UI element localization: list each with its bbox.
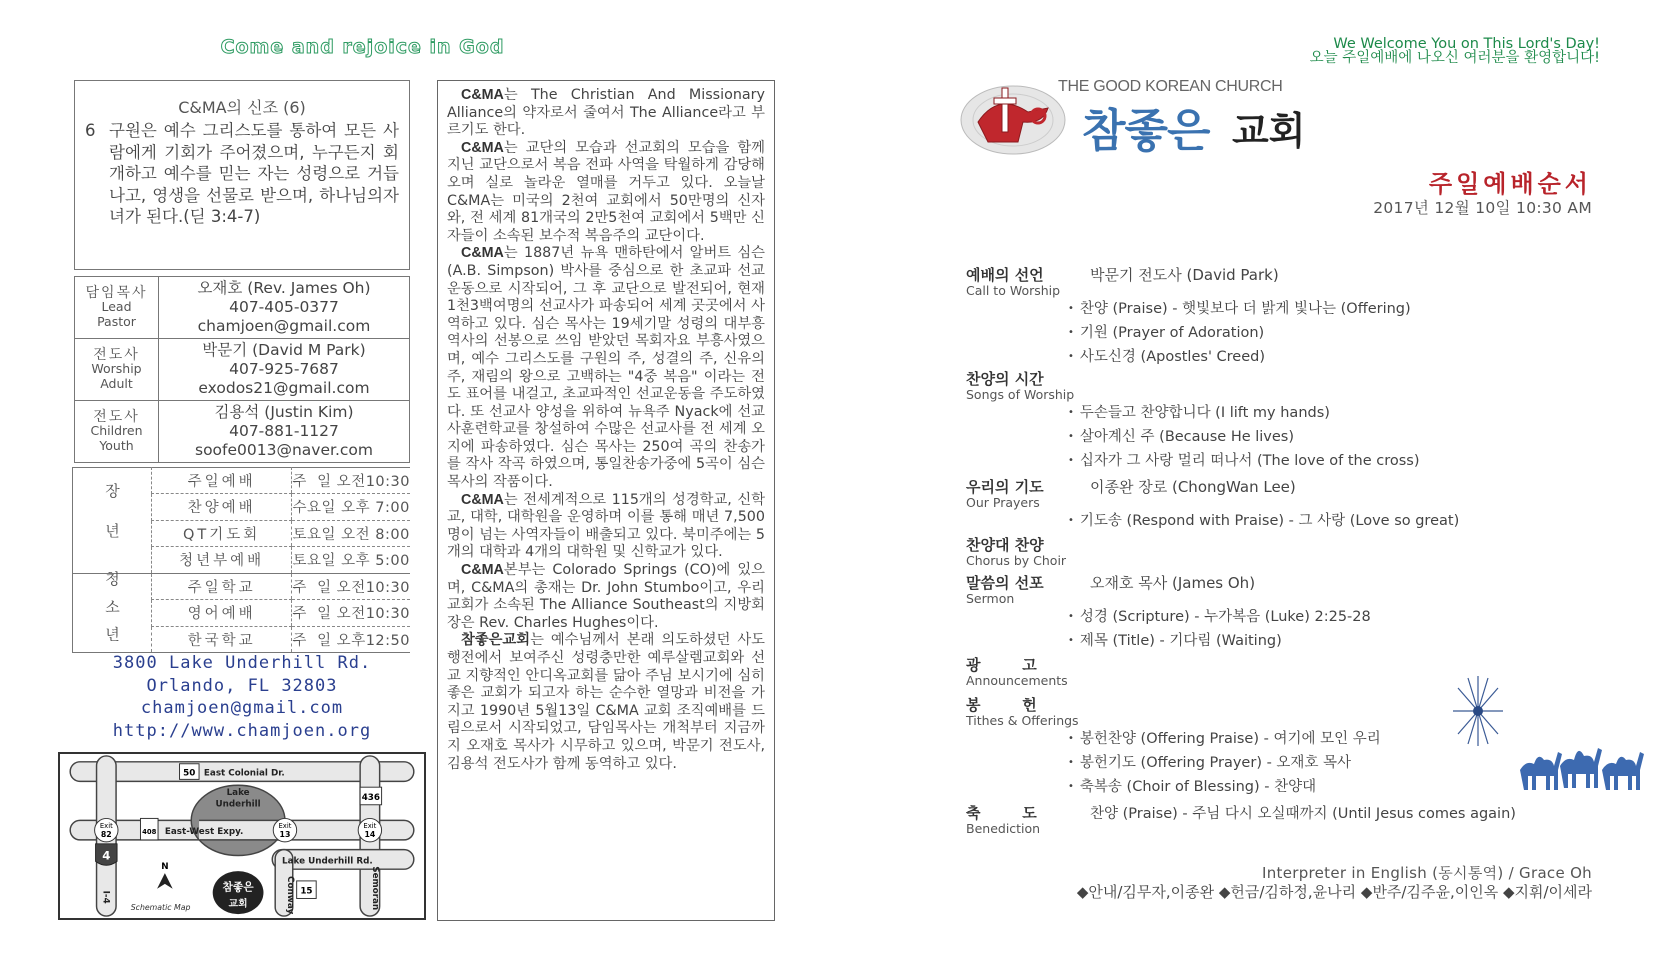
program-section: 봉 헌 Tithes & Offerings • 봉헌찬양 (Offering Praise) - 여기에 모인 우리 • 봉헌기도 (Offering Prayer) - 오재호 목사 • 축복송 (Choir of Blessing) - 찬양대 [966,694,1606,802]
staff-contact [159,401,410,463]
svg-text:East-West Expy.: East-West Expy. [164,827,244,838]
logo-korean-blue: 참좋은 [1082,104,1210,157]
creed-title: C&MA의 신조 (6) [178,98,306,117]
history-paragraph: C&MA본부는 Colorado Springs (CO)에 있으며, C&MA의 총재는 Dr. John Stumbo이고, 우리 교회가 소속된 The Alliance Southeast의 지방회장은 Rev. Charles Hughes이다. [447,562,765,631]
program-section: 말씀의 선포 오재호 목사 (James Oh) Sermon • 성경 (Scripture) - 누가복음 (Luke) 2:25-28 • 제목 (Title) - 기다림 (Waiting) [966,572,1606,654]
service-date: 2017년 12월 10일 10:30 AM [1373,199,1592,217]
address-website[interactable]: http://www.chamjoen.org [112,720,372,741]
program-item: • 십자가 그 사랑 멀리 떠나서 (The love of the cross) [1068,450,1606,474]
interstate-4-icon [96,844,117,865]
program-item: • 기원 (Prayer of Adoration) [1068,322,1606,346]
schedule-row: 청년부예배 토요일 오후 5:00 [73,547,411,574]
shield-408-icon [140,818,158,839]
program-item: • 사도신경 (Apostles' Creed) [1068,346,1606,370]
program-section: 찬양대 찬양 Chorus by Choir [966,536,1067,568]
staff-email[interactable]: soofe0013@naver.com [195,441,373,459]
program-item: • 두손들고 찬양합니다 (I lift my hands) [1068,402,1606,426]
shield-436-icon [360,787,381,805]
svg-text:East Colonial Dr.: East Colonial Dr. [203,768,285,779]
svg-text:교회: 교회 [228,898,248,910]
shield-15-icon [297,881,317,899]
logo-korean-black: 교회 [1232,109,1306,153]
program-section: 광 고 Announcements [966,656,1068,688]
svg-text:Semoran: Semoran [369,866,380,911]
program-item: • 축복송 (Choir of Blessing) - 찬양대 [1068,776,1606,800]
church-emblem-icon [958,82,1068,158]
program-section: 축 도 찬양 (Praise) - 주님 다시 오실때까지 (Until Jesus comes again) Benediction [966,804,1516,836]
history-paragraph: C&MA는 The Christian And Missionary Alliance의 약자로서 줄여서 The Alliance라고 부르기도 한다. [447,87,765,139]
svg-text:15: 15 [300,886,313,897]
history-paragraph: C&MA는 전세계적으로 115개의 성경학교, 신학교, 대학, 대학원을 운영하며 이를 통해 매년 7,500명이 넘는 사역자들이 배출되고 있다. 북미주에는 5개의 대학과 4개의 대학원 및 신학교가 있다. [447,491,765,561]
staff-row [75,401,410,463]
staff-phone: 407-881-1127 [229,422,339,440]
schedule-row: 한국학교 주 일 오후12:50 [73,626,411,653]
welcome-message [1310,37,1600,65]
staff-phone: 407-405-0377 [229,298,339,316]
exit-14-icon [358,818,381,841]
address-line1: 3800 Lake Underhill Rd. [112,653,372,673]
program-item: • 성경 (Scripture) - 누가복음 (Luke) 2:25-28 [1068,606,1606,630]
history-paragraph: 참좋은교회는 예수님께서 본래 의도하셨던 사도행전에서 보여주신 성령충만한 예루살렘교회와 선교 지향적인 안디옥교회를 닮아 주님 보시기에 심히 좋은 교회가 되고자 하는 순수한 열망과 비전을 가지고 1990년 5월13일 C&MA 교회 조직예배를 드림으로서 시작되었고, 담임목사는 개척부터 지금까지 오재호 목사가 시무하고 있으며, 박문기 전도사, 김용석 전도사가 함께 동역하고 있다. [447,632,765,772]
staff-contact [159,277,410,339]
svg-text:436: 436 [361,792,381,803]
interpreter-note: Interpreter in English (동시통역) / Grace Oh [1261,864,1592,882]
svg-text:Underhill: Underhill [215,799,261,810]
logo-english: THE GOOD KOREAN CHURCH [1058,78,1283,95]
welcome-en: We Welcome You on This Lord's Day! [1333,36,1600,52]
program-section: 찬양의 시간 Songs of Worship • 두손들고 찬양합니다 (I lift my hands) • 살아계신 주 (Because He lives) • 십자가 그 사랑 멀리 떠나서 (The love of the cross) [966,368,1606,476]
staff-name: 김용석 (Justin Kim) [214,403,354,421]
program-item: • 봉헌찬양 (Offering Praise) - 여기에 모인 우리 [1068,728,1606,752]
shield-50-icon [180,764,200,780]
history-paragraph: C&MA는 1887년 뉴욕 맨하탄에서 알버트 심슨 (A.B. Simpson) 박사를 중심으로 한 초교파 선교운동으로 시작되어, 그 후 교단으로 발전되어, 현재 1천3백여명의 선교사가 파송되어 세계 곳곳에서 사역하고 있다. 심슨 목사는 19세기말 성령의 대부흥 역사의 선봉으로 쓰임 받았던 목회자요 부흥사였으며, 예수 그리스도를 구원의 주, 성결의 주, 신유의 주, 재림의 왕으로 고백하는 "4중 복음" 이라는 전도 표어를 내걸고, 초교파적인 선교운동을 주도하였다. 또 선교사 양성을 위하여 뉴욕주 Nyack에 선교사훈련학교를 창설하여 수많은 선교사를 전 세계 오지에 파송하였다. 심슨 목사는 250여 곡의 찬송가를 작사 작곡 하였으며, 통일찬송가중에 5곡이 심슨 목사의 작품이다. [447,245,765,491]
schematic-map [58,752,426,920]
staff-contact [159,339,410,401]
program-item: • 제목 (Title) - 기다림 (Waiting) [1068,630,1606,654]
exit-13-icon [273,818,296,841]
staff-row [75,277,410,339]
staff-row [75,339,410,401]
svg-text:13: 13 [279,829,291,839]
star-decoration-icon [1453,676,1503,746]
svg-text:Exit: Exit [363,822,377,831]
svg-text:50: 50 [183,768,196,779]
order-of-worship-title: 주일예배순서 [1428,170,1592,198]
left-panel-title: Come and rejoice in God [220,36,505,58]
svg-text:Lake: Lake [226,788,250,798]
address-email[interactable]: chamjoen@gmail.com [140,698,344,718]
svg-text:I-4: I-4 [100,890,111,904]
svg-text:14: 14 [364,829,376,839]
address-line2: Orlando, FL 32803 [146,675,338,696]
staff-name: 오재호 (Rev. James Oh) [197,279,371,297]
schedule-row: 찬양예배 수요일 오후 7:00 [73,494,411,521]
schedule-table [72,467,410,653]
svg-text:Lake Underhill Rd.: Lake Underhill Rd. [282,856,373,867]
history-paragraph: C&MA는 교단의 모습과 선교회의 모습을 함께 지닌 교단으로서 복음 전파 사역을 탁월하게 감당해 오며 실로 놀라운 열매를 거두고 있다. 오늘날 C&MA는 미국의 2천여 교회에서 50만명의 신자와, 전 세계 81개국의 2만5천여 교회에서 5백만 신자들이 소속된 보수적 복음주의 교단이다. [447,139,765,244]
volunteer-list: ◆안내/김무자,이종완 ◆헌금/김하정,윤나리 ◆반주/김주윤,이인옥 ◆지휘/이세라 [1076,883,1592,901]
program-item: • 봉헌기도 (Offering Prayer) - 오재호 목사 [1068,752,1606,776]
program-section: 우리의 기도 이종완 장로 (ChongWan Lee) Our Prayers • 기도송 (Respond with Praise) - 그 사랑 (Love so great) [966,476,1606,534]
staff-role: 담임목사 Lead Pastor [75,277,159,339]
svg-text:Conway: Conway [284,876,295,915]
svg-text:82: 82 [100,829,112,839]
schedule-row: 장 년 주일예배 주 일 오전10:30 [73,467,411,494]
exit-82-icon [95,818,118,841]
staff-role: 전도사 Worship Adult [75,339,159,401]
welcome-ko: 오늘 주일예배에 나오신 여러분을 환영합니다! [1309,50,1600,66]
staff-phone: 407-925-7687 [229,360,339,378]
program-section: 예배의 선언 박문기 전도사 (David Park) Call to Worship • 찬양 (Praise) - 햇빛보다 더 밝게 빛나는 (Offering) • 기원 (Prayer of Adoration) • 사도신경 (Apostles' Creed) [966,264,1606,368]
cma-history-box [437,80,775,921]
staff-email[interactable]: exodos21@gmail.com [198,379,370,397]
schedule-row: QT기도회 토요일 오전 8:00 [73,520,411,547]
program-item: • 기도송 (Respond with Praise) - 그 사랑 (Love so great) [1068,510,1606,534]
church-logo [958,78,1398,158]
creed-box [74,80,410,270]
north-arrow-icon [157,862,173,889]
wise-men-camels-icon [1518,730,1648,800]
schedule-group-adult: 장 년 [73,467,152,573]
staff-email[interactable]: chamjoen@gmail.com [197,317,371,335]
svg-text:참좋은: 참좋은 [222,880,254,894]
staff-name: 박문기 (David M Park) [202,341,366,359]
staff-role: 전도사 Children Youth [75,401,159,463]
schedule-row: 청 소 년 주일학교 주 일 오전10:30 [73,573,411,600]
svg-text:408: 408 [142,828,157,837]
church-location-marker [213,871,264,914]
program-item: • 살아계신 주 (Because He lives) [1068,426,1606,450]
worship-program [966,264,1606,836]
church-address [72,652,412,742]
creed-text: 구원은 예수 그리스도를 통하여 모든 사람에게 기회가 주어졌으며, 누구든지 회개하고 예수를 믿는 자는 성령으로 거듭나고, 영생을 선물로 받으며, 하나님의자녀가 된다.(딛 3:4-7) [109,121,399,226]
svg-text:Schematic Map: Schematic Map [130,903,191,913]
schedule-group-youth: 청 소 년 [73,573,152,653]
svg-text:4: 4 [102,848,111,863]
svg-text:N: N [161,862,169,873]
staff-table [74,276,410,463]
svg-text:Exit: Exit [278,822,292,831]
svg-text:Exit: Exit [99,822,113,831]
program-item: • 찬양 (Praise) - 햇빛보다 더 밝게 빛나는 (Offering) [1068,298,1606,322]
creed-number: 6 [85,121,96,140]
schedule-row: 영어예배 주 일 오전10:30 [73,600,411,627]
